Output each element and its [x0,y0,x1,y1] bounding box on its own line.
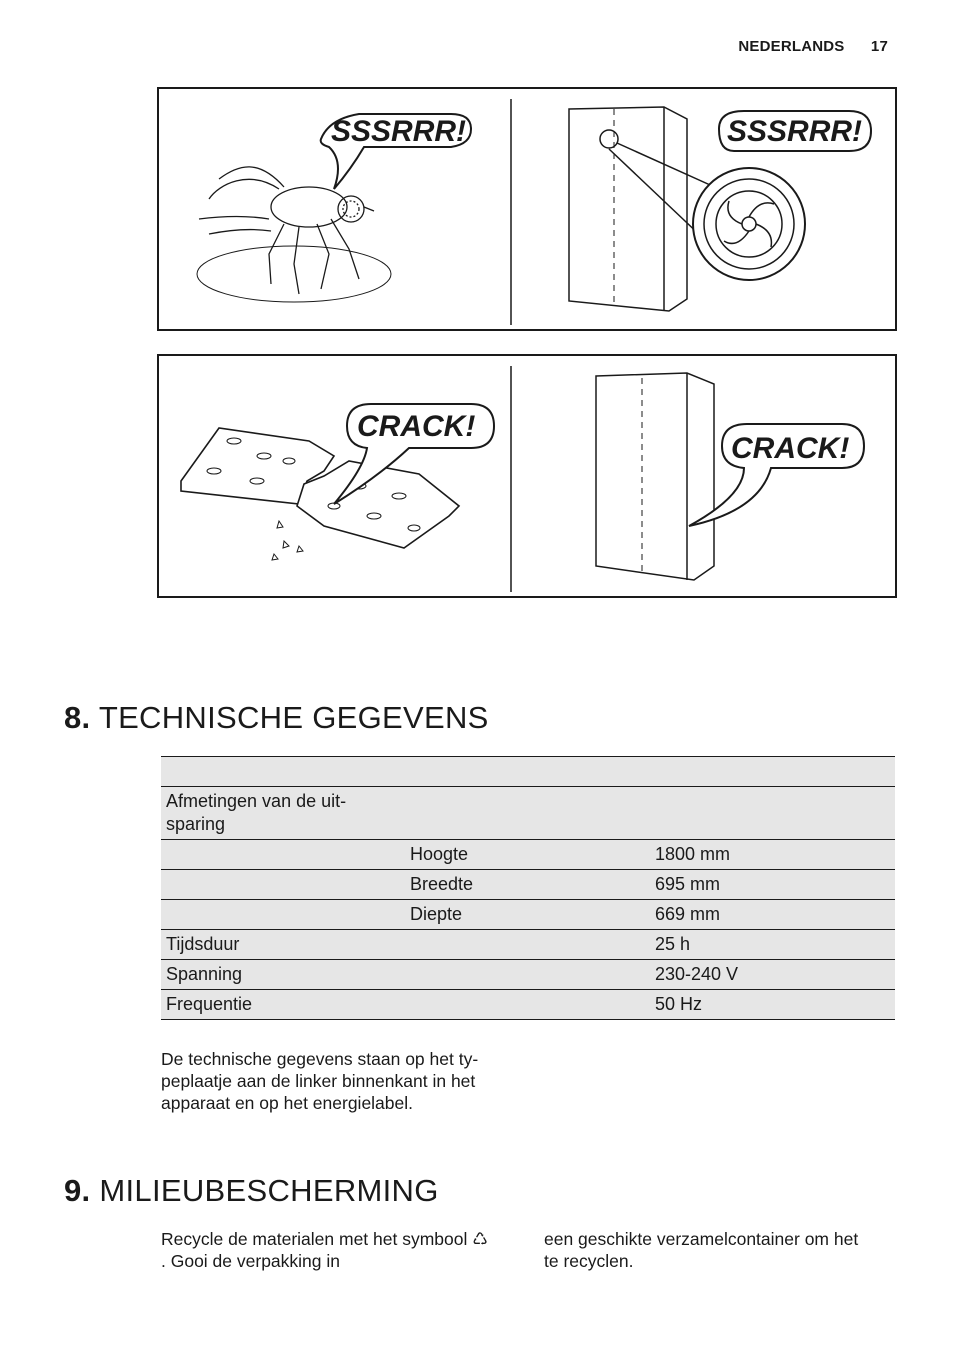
noise-illustration-cracking [157,354,897,598]
table-cell-sub [405,960,650,990]
table-cell-sub: Hoogte [405,840,650,870]
table-cell-value: 669 mm [650,900,895,930]
table-row [161,960,895,990]
table-cell-label: Spanning [161,960,405,990]
bubble-text-ice: CRACK! [357,410,476,443]
table-cell-value: 695 mm [650,870,895,900]
technical-data-note: De technische gegevens staan op het ty-peplaatje aan de linker binnenkant in het apparaat en op het energielabel. [161,1049,479,1113]
table-cell-label [161,757,405,787]
cracking-illustration-svg [159,356,899,600]
table-cell-sub [405,990,650,1020]
table-cell-label [161,900,405,930]
table-cell-sub: Diepte [405,900,650,930]
table-cell-value: 1800 mm [650,840,895,870]
table-cell-label: Frequentie [161,990,405,1020]
table-cell-value [650,757,895,787]
bubble-text-fan: SSSRRR! [727,115,863,148]
section-8-number: 8. [64,700,91,735]
fly-icon [197,167,391,302]
table-row [161,870,895,900]
table-cell-value: 50 Hz [650,990,895,1020]
section-8-heading [64,700,489,736]
table-row [161,930,895,960]
table-cell-sub [405,930,650,960]
table-row [161,900,895,930]
table-cell-label [161,870,405,900]
table-cell-value [650,787,895,840]
section-9-number: 9. [64,1173,91,1208]
bubble-text-fridge: CRACK! [731,432,850,465]
bubble-text-fly: SSSRRR! [331,115,467,148]
table-cell-sub [405,787,650,840]
environment-text-right: een geschikte verzamelcontainer om het te recyclen. [544,1229,859,1271]
table-cell-label [161,840,405,870]
page-header [738,38,888,55]
section-8-title: TECHNISCHE GEGEVENS [98,700,489,735]
hissing-illustration-svg [159,89,899,333]
table-cell-sub: Breedte [405,870,650,900]
table-row [161,840,895,870]
table-cell-sub [405,757,650,787]
table-cell-value: 25 h [650,930,895,960]
page-number: 17 [870,38,888,55]
technical-data-table [161,756,895,1020]
table-row [161,787,895,840]
table-cell-label: Afmetingen van de uit-sparing [161,787,405,840]
section-9-heading [64,1173,439,1209]
noise-illustration-hissing [157,87,897,331]
table-row [161,757,895,787]
table-cell-label: Tijdsduur [161,930,405,960]
section-9-title: MILIEUBESCHERMING [99,1173,439,1208]
table-cell-value: 230-240 V [650,960,895,990]
header-language: NEDERLANDS [738,38,845,55]
fridge-icon [596,373,714,580]
table-row [161,990,895,1020]
environment-text-left: Recycle de materialen met het symbool ♺ . Gooi de verpakking in [161,1229,488,1271]
